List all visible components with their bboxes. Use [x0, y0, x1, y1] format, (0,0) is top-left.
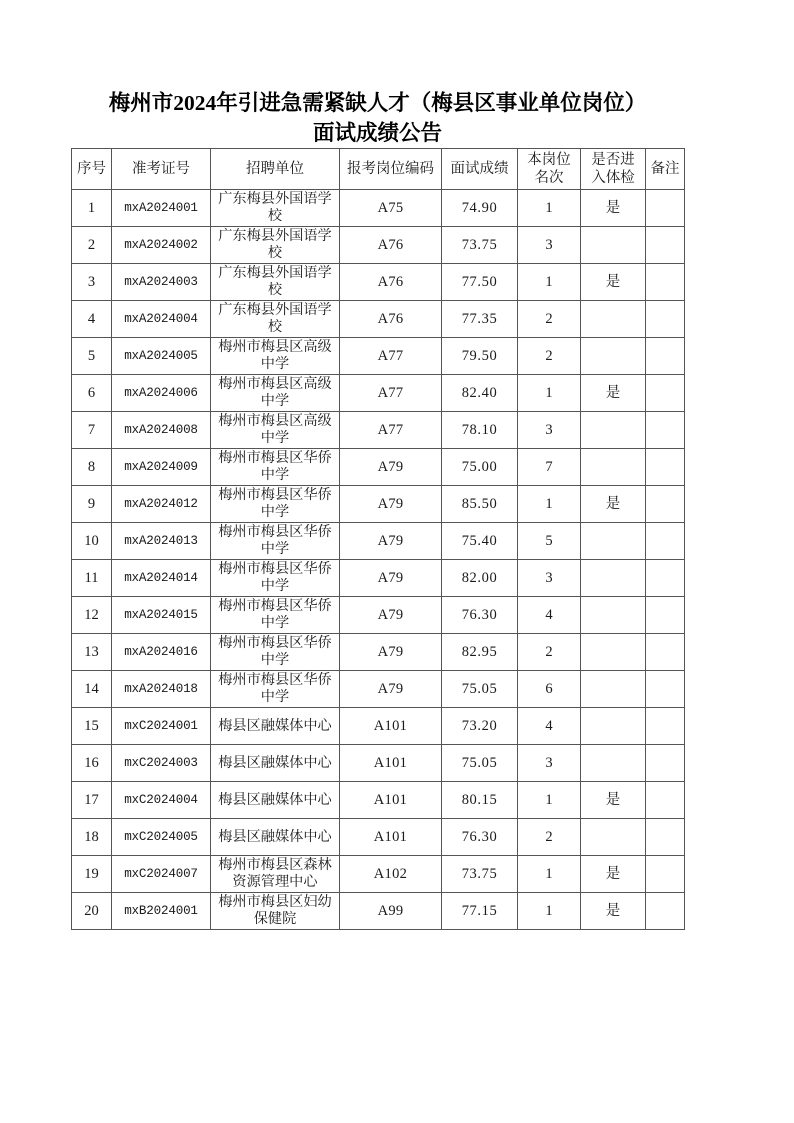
score-value: 80.15 [461, 792, 498, 808]
table-row [72, 227, 685, 264]
table-row [72, 449, 685, 486]
cell-rank: 1 [518, 782, 581, 819]
cell-organization: 广东梅县外国语学校 [211, 301, 340, 338]
score-value: 73.75 [461, 237, 498, 253]
score-value: 82.40 [461, 385, 498, 401]
cell-remark [646, 671, 685, 708]
cell-interview-score [442, 523, 518, 560]
cell-organization: 梅州市梅县区华侨中学 [211, 449, 340, 486]
cell-seq: 13 [72, 634, 112, 671]
cell-interview-score [442, 412, 518, 449]
cell-physical-exam [581, 745, 646, 782]
cell-position-code: A79 [340, 449, 442, 486]
cell-position-code: A79 [340, 597, 442, 634]
cell-remark [646, 375, 685, 412]
cell-remark [646, 190, 685, 227]
cell-remark [646, 560, 685, 597]
cell-exam-no: mxA2024009 [112, 449, 211, 486]
cell-exam-no: mxA2024006 [112, 375, 211, 412]
cell-interview-score [442, 227, 518, 264]
cell-rank: 1 [518, 375, 581, 412]
cell-interview-score [442, 856, 518, 893]
cell-organization: 梅州市梅县区华侨中学 [211, 671, 340, 708]
score-value: 75.05 [461, 755, 498, 771]
cell-physical-exam: 是 [581, 893, 646, 930]
cell-interview-score [442, 597, 518, 634]
cell-rank: 3 [518, 412, 581, 449]
score-value: 73.20 [461, 718, 498, 734]
cell-organization: 梅州市梅县区高级中学 [211, 412, 340, 449]
cell-remark [646, 523, 685, 560]
cell-physical-exam [581, 523, 646, 560]
cell-rank: 2 [518, 819, 581, 856]
cell-exam-no: mxA2024012 [112, 486, 211, 523]
cell-position-code: A99 [340, 893, 442, 930]
cell-exam-no: mxA2024015 [112, 597, 211, 634]
column-header-physical-exam [581, 149, 646, 190]
cell-physical-exam: 是 [581, 856, 646, 893]
cell-rank: 4 [518, 708, 581, 745]
cell-remark [646, 301, 685, 338]
cell-interview-score [442, 190, 518, 227]
cell-exam-no: mxC2024007 [112, 856, 211, 893]
cell-interview-score [442, 708, 518, 745]
table-row [72, 893, 685, 930]
cell-rank: 3 [518, 560, 581, 597]
cell-organization: 梅县区融媒体中心 [211, 782, 340, 819]
cell-organization: 梅县区融媒体中心 [211, 708, 340, 745]
table-row [72, 560, 685, 597]
column-header-interview-score: 面试成绩 [442, 149, 518, 190]
column-header-position-code: 报考岗位编码 [340, 149, 442, 190]
table-row [72, 190, 685, 227]
cell-organization: 梅州市梅县区华侨中学 [211, 486, 340, 523]
cell-seq: 10 [72, 523, 112, 560]
cell-position-code: A79 [340, 671, 442, 708]
column-header-seq: 序号 [72, 149, 112, 190]
column-header-rank [518, 149, 581, 190]
cell-position-code: A77 [340, 375, 442, 412]
cell-seq: 14 [72, 671, 112, 708]
cell-seq: 11 [72, 560, 112, 597]
interview-results-table [71, 148, 685, 930]
cell-exam-no: mxC2024001 [112, 708, 211, 745]
cell-seq: 5 [72, 338, 112, 375]
cell-organization: 梅州市梅县区华侨中学 [211, 560, 340, 597]
cell-position-code: A76 [340, 264, 442, 301]
cell-rank: 1 [518, 893, 581, 930]
cell-interview-score [442, 486, 518, 523]
cell-organization: 广东梅县外国语学校 [211, 227, 340, 264]
cell-seq: 18 [72, 819, 112, 856]
table-row [72, 856, 685, 893]
cell-interview-score [442, 671, 518, 708]
cell-seq: 6 [72, 375, 112, 412]
table-header [72, 149, 685, 190]
cell-seq: 9 [72, 486, 112, 523]
cell-rank: 3 [518, 227, 581, 264]
score-value: 77.15 [461, 903, 498, 919]
cell-interview-score [442, 338, 518, 375]
table-row [72, 782, 685, 819]
score-value: 76.30 [461, 607, 498, 623]
cell-position-code: A79 [340, 523, 442, 560]
cell-position-code: A101 [340, 819, 442, 856]
title-line-1: 梅州市2024年引进急需紧缺人才（梅县区事业单位岗位） [108, 91, 647, 115]
cell-remark [646, 819, 685, 856]
table-row [72, 708, 685, 745]
cell-exam-no: mxA2024018 [112, 671, 211, 708]
score-value: 78.10 [461, 422, 498, 438]
cell-seq: 12 [72, 597, 112, 634]
score-value: 82.95 [461, 644, 498, 660]
cell-position-code: A101 [340, 708, 442, 745]
cell-position-code: A79 [340, 634, 442, 671]
cell-physical-exam [581, 301, 646, 338]
cell-exam-no: mxC2024004 [112, 782, 211, 819]
table-row [72, 634, 685, 671]
cell-rank: 2 [518, 301, 581, 338]
cell-physical-exam [581, 597, 646, 634]
cell-position-code: A79 [340, 486, 442, 523]
cell-rank: 1 [518, 856, 581, 893]
cell-exam-no: mxB2024001 [112, 893, 211, 930]
cell-organization: 梅州市梅县区妇幼保健院 [211, 893, 340, 930]
cell-interview-score [442, 819, 518, 856]
cell-physical-exam [581, 671, 646, 708]
title-line-2: 面试成绩公告 [312, 121, 442, 145]
cell-physical-exam: 是 [581, 375, 646, 412]
cell-position-code: A77 [340, 412, 442, 449]
table-row [72, 338, 685, 375]
cell-remark [646, 782, 685, 819]
cell-rank: 2 [518, 338, 581, 375]
cell-exam-no: mxA2024004 [112, 301, 211, 338]
table-row [72, 819, 685, 856]
table-row [72, 264, 685, 301]
cell-organization: 梅州市梅县区华侨中学 [211, 523, 340, 560]
cell-organization: 广东梅县外国语学校 [211, 190, 340, 227]
cell-exam-no: mxA2024002 [112, 227, 211, 264]
cell-exam-no: mxA2024013 [112, 523, 211, 560]
column-header-organization: 招聘单位 [211, 149, 340, 190]
table-row [72, 523, 685, 560]
cell-remark [646, 893, 685, 930]
cell-interview-score [442, 264, 518, 301]
cell-organization: 梅州市梅县区华侨中学 [211, 634, 340, 671]
cell-seq: 19 [72, 856, 112, 893]
cell-remark [646, 412, 685, 449]
cell-remark [646, 856, 685, 893]
table-row [72, 375, 685, 412]
cell-seq: 2 [72, 227, 112, 264]
cell-exam-no: mxA2024008 [112, 412, 211, 449]
cell-rank: 2 [518, 634, 581, 671]
cell-remark [646, 449, 685, 486]
score-value: 73.75 [461, 866, 498, 882]
table-row [72, 745, 685, 782]
cell-remark [646, 338, 685, 375]
cell-interview-score [442, 893, 518, 930]
cell-seq: 16 [72, 745, 112, 782]
score-value: 85.50 [461, 496, 498, 512]
cell-interview-score [442, 782, 518, 819]
cell-position-code: A101 [340, 745, 442, 782]
cell-organization: 梅县区融媒体中心 [211, 745, 340, 782]
cell-physical-exam: 是 [581, 190, 646, 227]
column-header-physical-line1: 是否进 [591, 152, 635, 168]
column-header-exam-no: 准考证号 [112, 149, 211, 190]
cell-position-code: A77 [340, 338, 442, 375]
cell-physical-exam [581, 560, 646, 597]
score-value: 76.30 [461, 829, 498, 845]
score-value: 75.05 [461, 681, 498, 697]
cell-rank: 5 [518, 523, 581, 560]
cell-interview-score [442, 634, 518, 671]
column-header-rank-line2: 名次 [534, 170, 564, 186]
cell-position-code: A79 [340, 560, 442, 597]
score-value: 82.00 [461, 570, 498, 586]
cell-position-code: A75 [340, 190, 442, 227]
score-value: 74.90 [461, 200, 498, 216]
cell-rank: 3 [518, 745, 581, 782]
cell-remark [646, 745, 685, 782]
cell-seq: 1 [72, 190, 112, 227]
cell-rank: 1 [518, 486, 581, 523]
cell-seq: 17 [72, 782, 112, 819]
cell-physical-exam [581, 338, 646, 375]
cell-exam-no: mxA2024003 [112, 264, 211, 301]
cell-interview-score [442, 301, 518, 338]
cell-seq: 4 [72, 301, 112, 338]
cell-position-code: A101 [340, 782, 442, 819]
score-value: 77.35 [461, 311, 498, 327]
cell-seq: 3 [72, 264, 112, 301]
cell-interview-score [442, 745, 518, 782]
cell-seq: 8 [72, 449, 112, 486]
cell-remark [646, 227, 685, 264]
cell-remark [646, 634, 685, 671]
cell-position-code: A102 [340, 856, 442, 893]
table-row [72, 597, 685, 634]
cell-organization: 广东梅县外国语学校 [211, 264, 340, 301]
table-row [72, 412, 685, 449]
column-header-physical-line2: 入体检 [591, 170, 635, 186]
column-header-rank-line1: 本岗位 [527, 152, 571, 168]
cell-physical-exam [581, 412, 646, 449]
cell-remark [646, 486, 685, 523]
cell-rank: 4 [518, 597, 581, 634]
score-value: 77.50 [461, 274, 498, 290]
score-value: 79.50 [461, 348, 498, 364]
cell-seq: 15 [72, 708, 112, 745]
document-title [71, 88, 684, 148]
cell-rank: 7 [518, 449, 581, 486]
cell-organization: 梅州市梅县区华侨中学 [211, 597, 340, 634]
table-row [72, 486, 685, 523]
column-header-remark: 备注 [646, 149, 685, 190]
table-body [72, 190, 685, 930]
cell-physical-exam: 是 [581, 486, 646, 523]
cell-physical-exam: 是 [581, 782, 646, 819]
cell-exam-no: mxC2024005 [112, 819, 211, 856]
cell-exam-no: mxC2024003 [112, 745, 211, 782]
cell-physical-exam [581, 819, 646, 856]
cell-organization: 梅州市梅县区高级中学 [211, 338, 340, 375]
cell-physical-exam: 是 [581, 264, 646, 301]
cell-exam-no: mxA2024005 [112, 338, 211, 375]
cell-position-code: A76 [340, 227, 442, 264]
cell-remark [646, 597, 685, 634]
cell-remark [646, 264, 685, 301]
cell-physical-exam [581, 227, 646, 264]
cell-rank: 1 [518, 264, 581, 301]
table-header-row [72, 149, 685, 190]
results-table-container [71, 148, 684, 930]
table-row [72, 671, 685, 708]
cell-interview-score [442, 375, 518, 412]
cell-seq: 20 [72, 893, 112, 930]
cell-remark [646, 708, 685, 745]
cell-seq: 7 [72, 412, 112, 449]
cell-exam-no: mxA2024014 [112, 560, 211, 597]
cell-exam-no: mxA2024001 [112, 190, 211, 227]
cell-rank: 6 [518, 671, 581, 708]
cell-organization: 梅州市梅县区高级中学 [211, 375, 340, 412]
cell-physical-exam [581, 634, 646, 671]
cell-rank: 1 [518, 190, 581, 227]
cell-physical-exam [581, 449, 646, 486]
cell-physical-exam [581, 708, 646, 745]
score-value: 75.40 [461, 533, 498, 549]
table-row [72, 301, 685, 338]
cell-interview-score [442, 449, 518, 486]
cell-interview-score [442, 560, 518, 597]
cell-position-code: A76 [340, 301, 442, 338]
cell-organization: 梅州市梅县区森林资源管理中心 [211, 856, 340, 893]
score-value: 75.00 [461, 459, 498, 475]
cell-organization: 梅县区融媒体中心 [211, 819, 340, 856]
cell-exam-no: mxA2024016 [112, 634, 211, 671]
